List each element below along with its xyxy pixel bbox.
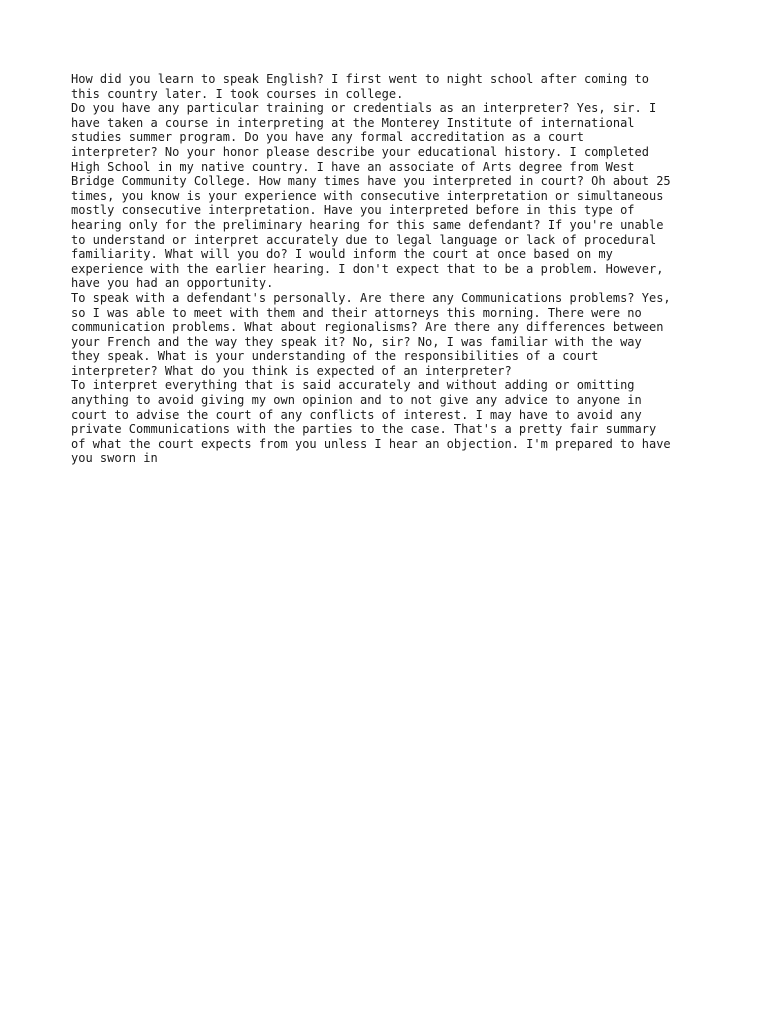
text-line: Do you have any particular training or credentials as an interpreter? Yes, sir. I <box>71 101 657 116</box>
text-line: anything to avoid giving my own opinion and to not give any advice to anyone in <box>71 393 642 408</box>
text-line: High School in my native country. I have an associate of Arts degree from West <box>71 159 635 174</box>
text-line: court to advise the court of any conflicts of interest. I may have to avoid any <box>71 407 642 422</box>
text-line: interpreter? No your honor please describe your educational history. I completed <box>71 144 649 159</box>
text-line: studies summer program. Do you have any formal accreditation as a court <box>71 130 584 145</box>
text-line: experience with the earlier hearing. I don't expect that to be a problem. However, <box>71 261 664 276</box>
text-line: How did you learn to speak English? I first went to night school after coming to <box>71 72 649 86</box>
text-line: interpreter? What do you think is expected of an interpreter? <box>71 363 512 378</box>
text-line: Bridge Community College. How many times have you interpreted in court? Oh about 25 <box>71 174 671 189</box>
text-line: times, you know is your experience with consecutive interpretation or simultaneous <box>71 188 664 203</box>
text-line: familiarity. What will you do? I would inform the court at once based on my <box>71 247 613 262</box>
text-line: of what the court expects from you unless I hear an objection. I'm prepared to have <box>71 436 671 451</box>
text-line: mostly consecutive interpretation. Have you interpreted before in this type of <box>71 203 635 218</box>
text-line: To interpret everything that is said accurately and without adding or omitting <box>71 378 635 393</box>
text-line: to understand or interpret accurately due to legal language or lack of procedural <box>71 232 657 247</box>
text-line: private Communications with the parties to the case. That's a pretty fair summary <box>71 422 657 437</box>
text-line: communication problems. What about regionalisms? Are there any differences between <box>71 320 664 335</box>
text-line: they speak. What is your understanding of the responsibilities of a court <box>71 349 599 364</box>
text-line: have you had an opportunity. <box>71 276 274 291</box>
text-line: have taken a course in interpreting at the Monterey Institute of international <box>71 115 635 130</box>
document-page <box>71 72 711 466</box>
text-line: hearing only for the preliminary hearing for this same defendant? If you're unable <box>71 217 664 232</box>
text-line: your French and the way they speak it? No, sir? No, I was familiar with the way <box>71 334 642 349</box>
text-line: To speak with a defendant's personally. Are there any Communications problems? Yes, <box>71 290 671 305</box>
text-line: so I was able to meet with them and their attorneys this morning. There were no <box>71 305 642 320</box>
text-line: this country later. I took courses in college. <box>71 86 404 101</box>
text-line: you sworn in <box>71 451 158 466</box>
